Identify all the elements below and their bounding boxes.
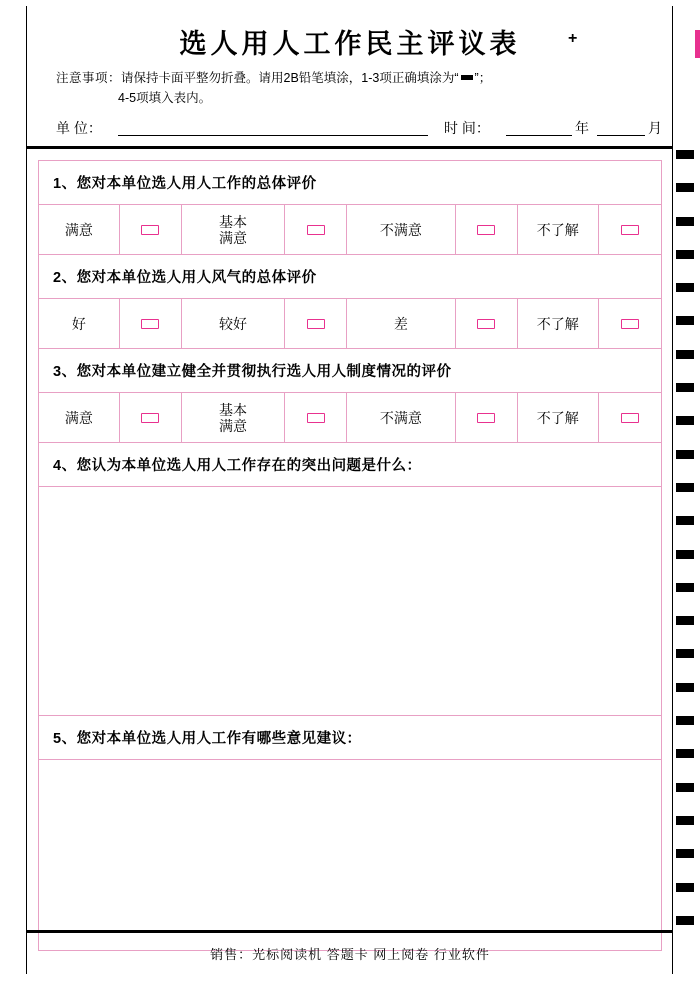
q2-option-4-label: 不了解 [518, 299, 599, 348]
q3-option-4-label: 不了解 [518, 393, 599, 442]
header-separator [27, 146, 672, 149]
timing-mark [676, 183, 694, 192]
unit-input-line[interactable] [118, 135, 428, 136]
timing-mark [676, 849, 694, 858]
timing-mark [676, 516, 694, 525]
q1-option-2-label [182, 205, 285, 254]
timing-mark [676, 250, 694, 259]
timing-mark [676, 783, 694, 792]
year-input-line[interactable] [506, 135, 572, 136]
timing-mark [676, 883, 694, 892]
timing-mark [676, 649, 694, 658]
notice-block [56, 68, 636, 108]
question-3-options [39, 393, 661, 443]
question-1-options [39, 205, 661, 255]
bubble-icon[interactable] [477, 225, 495, 235]
timing-mark [676, 616, 694, 625]
sheet-left-rule [26, 6, 27, 974]
q3-option-1-label: 满意 [39, 393, 120, 442]
q3-option-3-bubble-cell[interactable] [456, 393, 518, 442]
timing-mark [676, 416, 694, 425]
question-3-heading: 3、您对本单位建立健全并贯彻执行选人用人制度情况的评价 [39, 349, 661, 393]
q1-option-2-bubble-cell[interactable] [285, 205, 347, 254]
q3-option-2-label [182, 393, 285, 442]
month-label: 月 [648, 120, 662, 136]
notice-text-part2: ”； [474, 71, 492, 85]
bubble-icon[interactable] [307, 413, 325, 423]
timing-mark [676, 383, 694, 392]
question-4-answer-area[interactable] [39, 487, 661, 716]
bubble-icon[interactable] [307, 225, 325, 235]
q1-option-2-label-line1: 基本 [219, 213, 247, 230]
fill-example-icon [461, 75, 473, 80]
title-plus-marker: + [568, 30, 578, 47]
timing-mark-column [676, 150, 694, 949]
timing-mark [676, 483, 694, 492]
q3-option-4-bubble-cell[interactable] [599, 393, 661, 442]
timing-mark [676, 150, 694, 159]
bubble-icon[interactable] [141, 225, 159, 235]
question-5-answer-area[interactable] [39, 760, 661, 950]
bubble-icon[interactable] [141, 413, 159, 423]
footer-separator [27, 930, 672, 933]
q1-option-4-label: 不了解 [518, 205, 599, 254]
notice-text-part1: 请保持卡面平整勿折叠。请用2B铅笔填涂，1-3项正确填涂为“ [121, 71, 459, 85]
timing-mark [676, 683, 694, 692]
bubble-icon[interactable] [621, 225, 639, 235]
q1-option-2-label-line2: 满意 [219, 229, 247, 246]
timing-mark [676, 316, 694, 325]
footer-text: 销售：光标阅读机 答题卡 网上阅卷 行业软件 [210, 947, 490, 962]
timing-mark [676, 583, 694, 592]
timing-mark [676, 450, 694, 459]
q2-option-1-bubble-cell[interactable] [120, 299, 182, 348]
timing-mark [676, 816, 694, 825]
timing-mark [676, 350, 694, 359]
sheet-right-rule [672, 6, 673, 974]
q3-option-1-bubble-cell[interactable] [120, 393, 182, 442]
q1-option-3-bubble-cell[interactable] [456, 205, 518, 254]
month-input-line[interactable] [597, 135, 645, 136]
notice-label: 注意事项： [56, 71, 122, 85]
time-label: 时 间： [444, 120, 490, 136]
unit-time-row [56, 118, 662, 140]
q1-option-4-bubble-cell[interactable] [599, 205, 661, 254]
question-1-heading: 1、您对本单位选人用人工作的总体评价 [39, 161, 661, 205]
q2-option-3-label: 差 [347, 299, 455, 348]
question-2-options [39, 299, 661, 349]
timing-mark [676, 283, 694, 292]
timing-mark [676, 749, 694, 758]
bubble-icon[interactable] [621, 319, 639, 329]
q2-option-1-label: 好 [39, 299, 120, 348]
timing-mark [676, 550, 694, 559]
q3-option-2-label-line2: 满意 [219, 417, 247, 434]
bubble-icon[interactable] [477, 413, 495, 423]
unit-label: 单 位： [56, 120, 102, 136]
q1-option-1-label: 满意 [39, 205, 120, 254]
bubble-icon[interactable] [141, 319, 159, 329]
q3-option-3-label: 不满意 [347, 393, 455, 442]
bubble-icon[interactable] [477, 319, 495, 329]
q2-option-4-bubble-cell[interactable] [599, 299, 661, 348]
q3-option-2-label-line1: 基本 [219, 401, 247, 418]
timing-mark [676, 217, 694, 226]
question-5-heading: 5、您对本单位选人用人工作有哪些意见建议： [39, 716, 661, 760]
timing-mark [676, 916, 694, 925]
question-2-heading: 2、您对本单位选人用人风气的总体评价 [39, 255, 661, 299]
q2-option-2-label: 较好 [182, 299, 285, 348]
q2-option-3-bubble-cell[interactable] [456, 299, 518, 348]
page-title: 选人用人工作民主评议表 [179, 29, 521, 60]
year-label: 年 [575, 120, 589, 136]
question-4-heading: 4、您认为本单位选人用人工作存在的突出问题是什么： [39, 443, 661, 487]
q2-option-2-bubble-cell[interactable] [285, 299, 347, 348]
timing-mark [676, 716, 694, 725]
q1-option-1-bubble-cell[interactable] [120, 205, 182, 254]
form-body [38, 160, 662, 951]
notice-text-line2: 4-5项填入表内。 [118, 91, 212, 105]
bubble-icon[interactable] [307, 319, 325, 329]
q1-option-3-label: 不满意 [347, 205, 455, 254]
bubble-icon[interactable] [621, 413, 639, 423]
q3-option-2-bubble-cell[interactable] [285, 393, 347, 442]
